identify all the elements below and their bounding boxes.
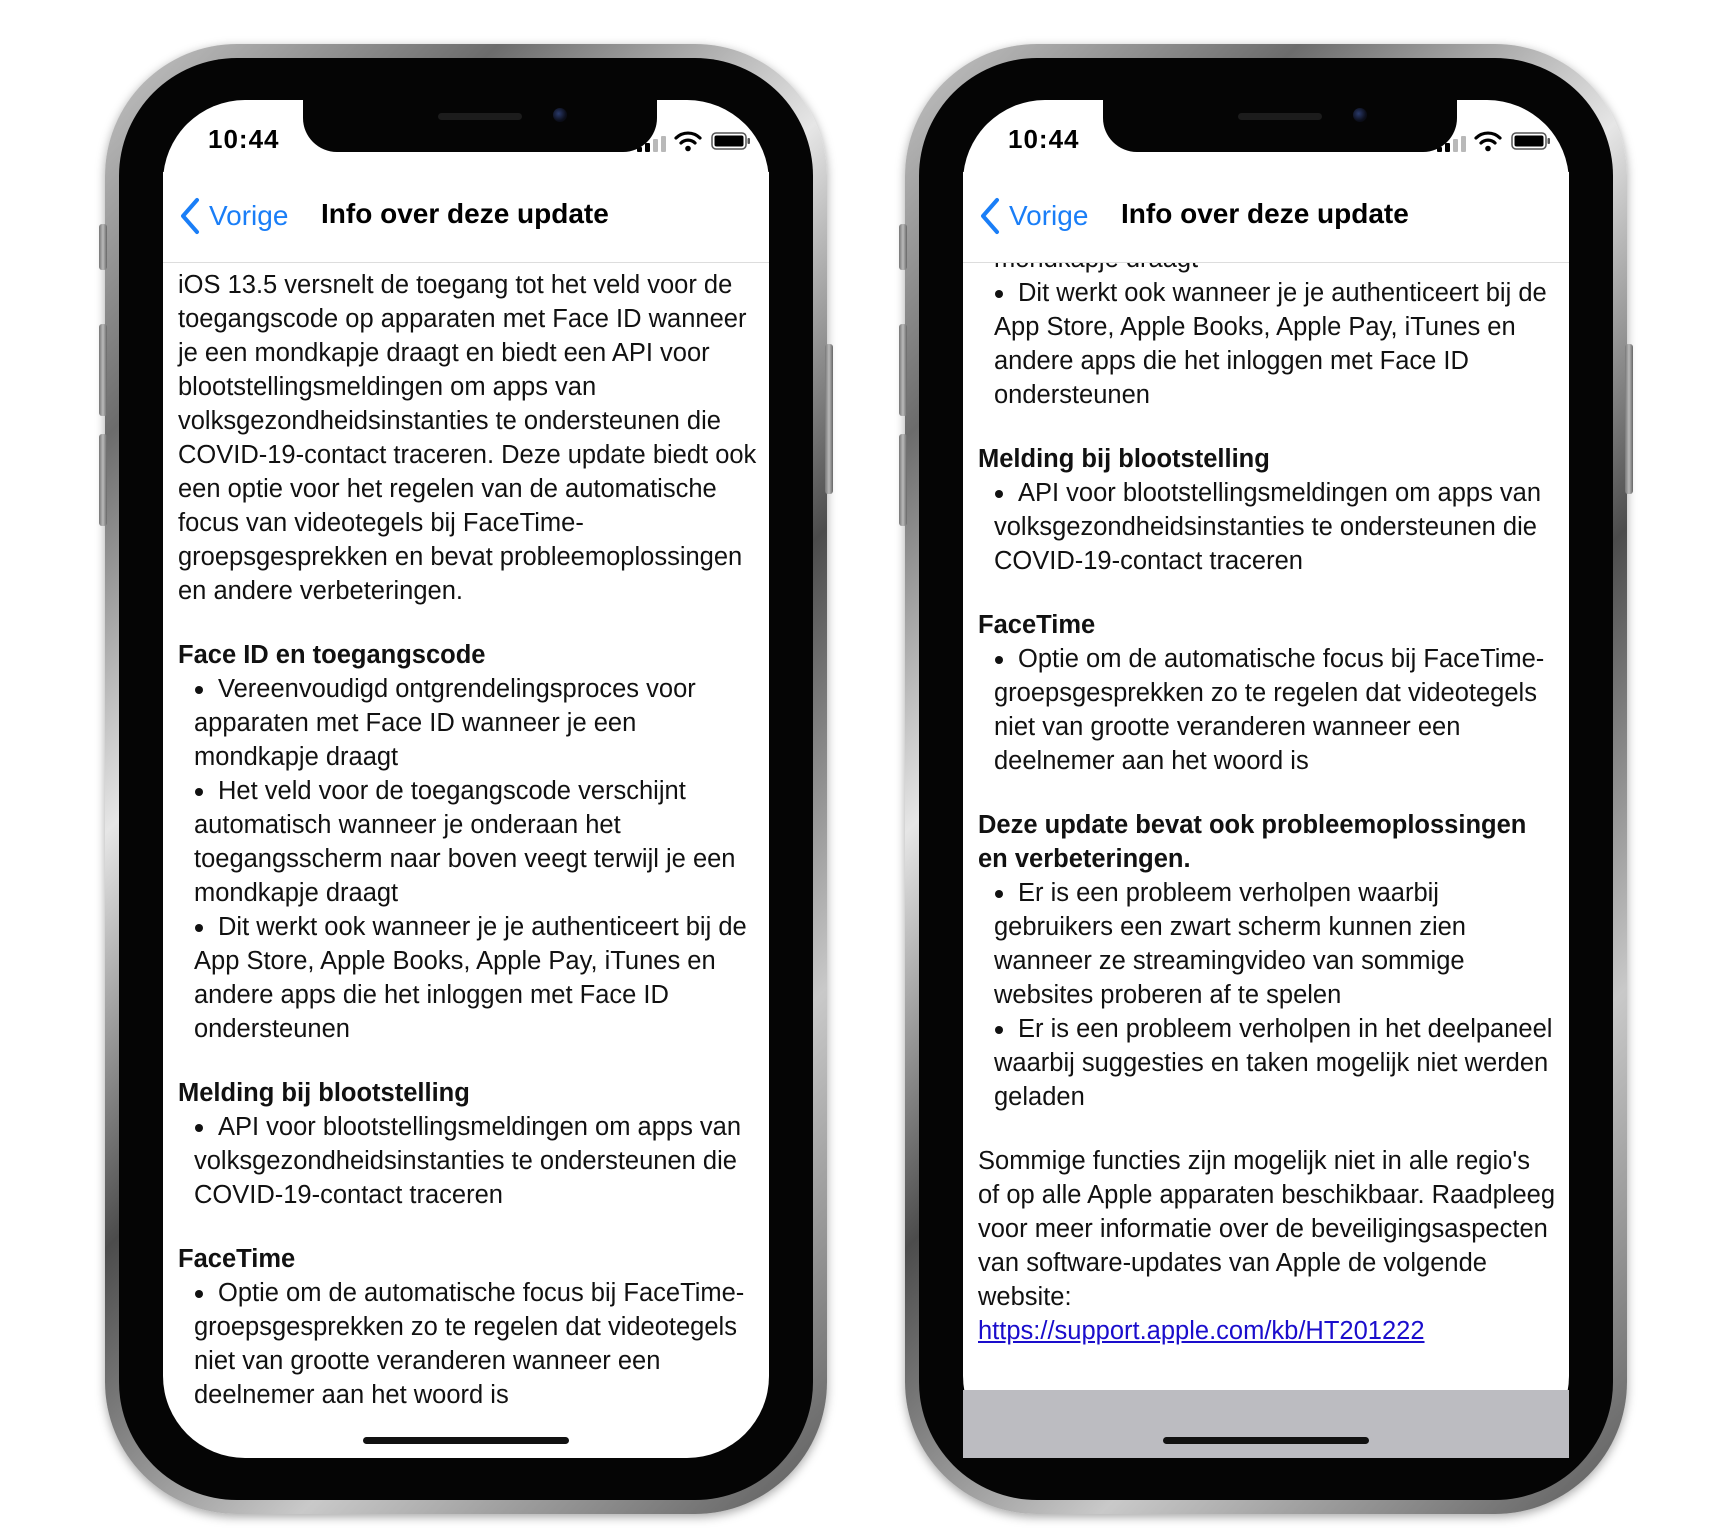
- camera-icon: [1353, 108, 1367, 122]
- list-item: Dit werkt ook wanneer je je authenticeert bij de App Store, Apple Books, Apple Pay, iTunes en andere apps die het inloggen met Face ID ondersteunen: [194, 913, 747, 1043]
- release-notes-body: [978, 242, 1557, 1348]
- volume-down-button: [899, 434, 907, 526]
- footer-text: Sommige functies zijn mogelijk niet in alle regio's of op alle Apple apparaten beschikbaar. Raadpleeg voor meer informatie over de beveiligingsaspecten van software-updates van Apple de volgende website:: [978, 1147, 1556, 1311]
- intro-paragraph: iOS 13.5 versnelt de toegang tot het veld voor de toegangscode op apparaten met Face ID wanneer je een mondkapje draagt en biedt een API voor blootstellingsmeldingen om apps van volksgezondheidsinstanties te ondersteunen die COVID-19-contact traceren. Deze update biedt ook een optie voor het regelen van de automatische focus van videotegels bij FaceTime-groepsgesprekken en bevat probleemoplossingen en andere verbeteringen.: [178, 271, 757, 605]
- release-notes-body: [178, 268, 757, 1412]
- back-button[interactable]: [979, 197, 1088, 235]
- back-label: Vorige: [1009, 200, 1089, 231]
- navigation-bar: [963, 172, 1569, 263]
- list-item: Vereenvoudigd ontgrendelingsproces voor apparaten met Face ID wanneer je een mondkapje draagt: [194, 675, 696, 771]
- volume-down-button: [99, 434, 107, 526]
- section-heading-facetime: FaceTime: [178, 1245, 296, 1273]
- back-button[interactable]: [179, 197, 288, 235]
- faceid-list: [178, 672, 757, 1046]
- fixes-list: [978, 876, 1557, 1114]
- side-button: [825, 344, 833, 494]
- screen: [963, 100, 1569, 1458]
- back-label: Vorige: [209, 200, 289, 231]
- volume-up-button: [899, 324, 907, 416]
- speaker-icon: [438, 113, 522, 120]
- exposure-list: [178, 1110, 757, 1212]
- chevron-left-icon: [179, 197, 201, 235]
- mute-switch: [99, 224, 107, 270]
- section-heading-fixes: Deze update bevat ook probleemoplossingen en verbeteringen.: [978, 811, 1527, 873]
- bullet-icon: [195, 1124, 203, 1132]
- wifi-icon: [1474, 130, 1502, 152]
- page-title: Info over deze update: [321, 198, 609, 229]
- section-heading-facetime: FaceTime: [978, 611, 1096, 639]
- bullet-icon: [195, 788, 203, 796]
- facetime-list: [978, 642, 1557, 778]
- home-indicator[interactable]: [363, 1437, 569, 1444]
- iphone-left: [105, 44, 827, 1514]
- speaker-icon: [1238, 113, 1322, 120]
- status-time: 10:44: [208, 124, 280, 154]
- support-link[interactable]: https://support.apple.com/kb/HT201222: [978, 1317, 1425, 1345]
- list-item: API voor blootstellingsmeldingen om apps van volksgezondheidsinstanties te ondersteunen die COVID-19-contact traceren: [194, 1113, 742, 1209]
- battery-icon: [711, 132, 751, 150]
- navigation-bar: [163, 172, 769, 263]
- status-time: 10:44: [1008, 124, 1080, 154]
- list-item: Er is een probleem verholpen waarbij gebruikers een zwart scherm kunnen zien wanneer ze streamingvideo van sommige websites proberen af te spelen: [994, 879, 1466, 1009]
- side-button: [1625, 344, 1633, 494]
- battery-icon: [1511, 132, 1551, 150]
- page-title: Info over deze update: [1121, 198, 1409, 229]
- bullet-icon: [995, 890, 1003, 898]
- bezel: [919, 58, 1613, 1500]
- screen: [163, 100, 769, 1458]
- facetime-list: [178, 1276, 757, 1412]
- wifi-icon: [674, 130, 702, 152]
- list-item: Er is een probleem verholpen in het deelpaneel waarbij suggesties en taken mogelijk niet werden geladen: [994, 1015, 1553, 1111]
- iphone-right: [905, 44, 1627, 1514]
- bullet-icon: [195, 924, 203, 932]
- section-heading-faceid: Face ID en toegangscode: [178, 641, 486, 669]
- list-item: Dit werkt ook wanneer je je authenticeert bij de App Store, Apple Books, Apple Pay, iTunes en andere apps die het inloggen met Face ID ondersteunen: [994, 279, 1547, 409]
- bullet-icon: [195, 686, 203, 694]
- home-indicator[interactable]: [1163, 1437, 1369, 1444]
- bullet-icon: [195, 1290, 203, 1298]
- notch: [1103, 100, 1457, 152]
- section-heading-exposure: Melding bij blootstelling: [178, 1079, 470, 1107]
- bullet-icon: [995, 656, 1003, 664]
- notch: [303, 100, 657, 152]
- volume-up-button: [99, 324, 107, 416]
- list-item: Optie om de automatische focus bij FaceTime-groepsgesprekken zo te regelen dat videotegels niet van grootte veranderen wanneer een deelnemer aan het woord is: [994, 645, 1545, 775]
- list-item: Optie om de automatische focus bij FaceTime-groepsgesprekken zo te regelen dat videotegels niet van grootte veranderen wanneer een deelnemer aan het woord is: [194, 1279, 745, 1409]
- camera-icon: [553, 108, 567, 122]
- bullet-icon: [995, 490, 1003, 498]
- release-notes-scroll[interactable]: [178, 262, 757, 1458]
- exposure-list: [978, 476, 1557, 578]
- list-item: Het veld voor de toegangscode verschijnt automatisch wanneer je onderaan het toegangsscherm naar boven veegt terwijl je een mondkapje draagt: [194, 777, 736, 907]
- bullet-icon: [995, 290, 1003, 298]
- home-bar-background: [963, 1390, 1569, 1458]
- bezel: [119, 58, 813, 1500]
- bullet-icon: [995, 1026, 1003, 1034]
- chevron-left-icon: [979, 197, 1001, 235]
- mute-switch: [899, 224, 907, 270]
- faceid-list-continued: [978, 242, 1557, 412]
- release-notes-scroll[interactable]: [978, 262, 1557, 1390]
- section-heading-exposure: Melding bij blootstelling: [978, 445, 1270, 473]
- list-item: API voor blootstellingsmeldingen om apps van volksgezondheidsinstanties te ondersteunen die COVID-19-contact traceren: [994, 479, 1542, 575]
